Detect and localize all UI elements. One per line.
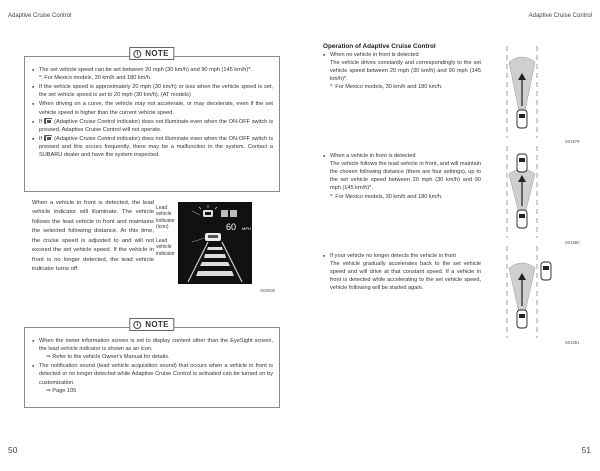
- scenario-body: [323, 59, 481, 91]
- meter-display-figure: [156, 200, 281, 300]
- note-icon: i: [133, 50, 141, 58]
- note-bullet: [32, 100, 273, 116]
- note-header: [129, 318, 174, 331]
- lead-vehicle-paragraph: When a vehicle in front is detected, the lead vehicle indicator will illuminate. The vehicle follows the lead vehicle in front and maintains the selected following distance. At this time, the cruise speed is adjusted to and will not exceed the set vehicle speed. If the vehicle in front is no longer detected, the lead vehicle indicator turns off.: [32, 200, 154, 273]
- scenario-text: The vehicle gradually accelerates back to the set vehicle speed and will drive at that constant speed. If a vehicle in front is detected while accelerating to the set vehicle speed, vehicle following will be started again.: [330, 261, 481, 292]
- scenario-heading: ● When a vehicle in front is detected: [323, 152, 481, 160]
- note-reference: ⇒ Refer to the vehicle Owner's Manual for details.: [46, 354, 170, 361]
- scenario-heading: ● When no vehicle in front is detected: [323, 51, 481, 59]
- note-icon: i: [133, 321, 141, 329]
- right-page-number: 51: [581, 445, 591, 455]
- note-pre: If: [39, 118, 43, 125]
- illustration-no-vehicle: [489, 46, 569, 144]
- note-text: The set vehicle speed can be set between 20 mph (30 km/h) and 90 mph (145 km/h)*.: [39, 67, 252, 73]
- scenario-text: The vehicle drives constantly and correspondingly to the set vehicle speed between 20 mph (30 km/h) and 90 mph (145 km/h)*.: [330, 60, 481, 83]
- scenario-subtext: *: For Mexico models, 30 km/h and 180 km/h.: [330, 84, 443, 91]
- note-box-2: [24, 319, 280, 408]
- own-vehicle: [517, 210, 527, 228]
- note-bullet: [32, 362, 273, 394]
- note-header: [129, 47, 174, 60]
- figure-code: S01980: [565, 240, 580, 245]
- illustration-vehicle-detected: [489, 146, 569, 244]
- note-bullet: [32, 83, 273, 99]
- note-pre: If: [39, 135, 43, 142]
- left-page-number: 50: [8, 445, 18, 455]
- note-text: The notification sound (lead vehicle acquisition sound) that occurs when a vehicle in front is detected or no longer detected while Adaptive Cruise Control is activated can be turned on by customization.: [39, 363, 273, 386]
- note-text: If the vehicle speed is approximately 20 mph (30 km/h) or less when the vehicle speed is set, the set vehicle speed is set to 20 mph (30 km/h). (AT models): [39, 84, 273, 99]
- note-text: When driving on a curve, the vehicle may not accelerate, or may decelerate, even if the set vehicle speed is higher than the current vehicle speed.: [39, 101, 273, 116]
- status-icon-b: [230, 210, 237, 217]
- lead-vehicle: [517, 154, 527, 172]
- scenario-body: [323, 260, 481, 292]
- scenario-subtext: *: For Mexico models, 30 km/h and 180 km/h.: [330, 193, 443, 200]
- set-speed-unit: MPH: [242, 226, 251, 231]
- note-bullet: [32, 337, 273, 361]
- scenario-heading: ● If your vehicle no longer detects the vehicle in front: [323, 252, 481, 260]
- status-icon-a: [221, 210, 228, 217]
- meter-screen: [178, 202, 252, 284]
- departed-vehicle: [541, 262, 551, 280]
- note-title: NOTE: [145, 319, 169, 329]
- note-text: (Adaptive Cruise Control indicator) does not illuminate even when the ON-OFF switch is pressed, Adaptive Cruise Control will not operate.: [39, 118, 273, 133]
- left-running-header: Adaptive Cruise Control: [8, 13, 72, 19]
- note-bullet: [32, 135, 273, 159]
- note-text: When the meter information screen is set to display content other than the EyeSight screen, the lead vehicle indicator is shown as an icon.: [39, 338, 273, 353]
- right-running-header: Adaptive Cruise Control: [528, 13, 592, 19]
- cruise-indicator-icon: [44, 135, 52, 141]
- scenario-body: [323, 160, 481, 201]
- scenario-text: The vehicle follows the lead vehicle in front, and will maintain the chosen following distance (there are four settings), up to the set vehicle speed between 20 mph (30 km/h) and 90 mph (145 km/h)*.: [330, 161, 481, 192]
- own-vehicle: [517, 110, 527, 128]
- scenario-no-vehicle: [323, 51, 481, 92]
- label-lead-indicator-lamp: Lead vehicle indicator: [156, 238, 175, 257]
- figure-code: S01979: [565, 139, 580, 144]
- figure-code: S01981: [565, 340, 580, 345]
- figure-code: N00035: [260, 288, 275, 293]
- note-box-1: [24, 48, 280, 192]
- section-title: Operation of Adaptive Cruise Control: [323, 43, 436, 50]
- note-bullet: [32, 66, 273, 82]
- scenario-vehicle-lost: [323, 252, 481, 293]
- note-bullet: [32, 118, 273, 134]
- set-speed-readout: 60: [225, 222, 237, 232]
- note-subtext: *: For Mexico models, 30 km/h and 180 km/h.: [39, 75, 152, 82]
- note-title: NOTE: [145, 48, 169, 58]
- own-vehicle: [517, 310, 527, 328]
- lead-vehicle-lamp: [205, 233, 221, 241]
- label-lead-indicator-icon: Lead vehicle indicator (icon): [156, 205, 175, 230]
- scenario-vehicle-detected: [323, 152, 481, 201]
- note-reference: ⇒ Page 105: [46, 387, 77, 394]
- note-text: (Adaptive Cruise Control indicator) does not illuminate even when the ON-OFF switch is pressed and this occurs frequently, there may be a malfunction in the system. Contact a SUBARU dealer and have the system inspected.: [39, 135, 273, 159]
- illustration-vehicle-lost: [489, 246, 569, 344]
- cruise-indicator-icon: [44, 118, 52, 124]
